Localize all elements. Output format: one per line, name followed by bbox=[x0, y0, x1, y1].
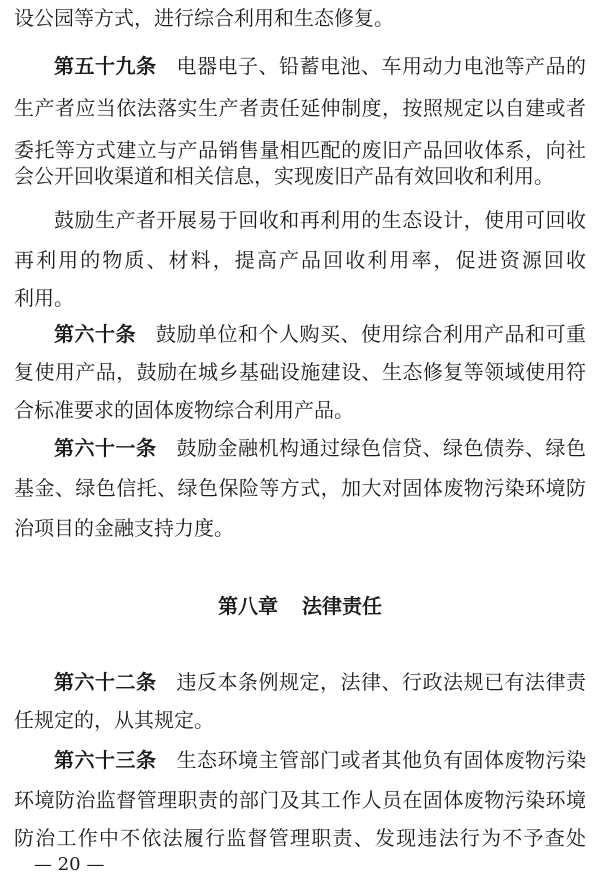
text-line: 合标准要求的固体废物综合利用产品。 bbox=[14, 398, 354, 422]
article-60-line-1 bbox=[14, 320, 586, 348]
text-line: 再利用的物质、材料，提高产品回收利用率，促进资源回收 bbox=[14, 248, 586, 272]
text-line: 利用。 bbox=[14, 286, 74, 310]
text-line: 生产者应当依法落实生产者责任延伸制度，按照规定以自建或者 bbox=[14, 96, 586, 120]
chapter-title: 法律责任 bbox=[302, 594, 382, 618]
chapter-heading bbox=[0, 592, 600, 620]
chapter-number: 第八章 bbox=[218, 594, 278, 618]
article-60-heading: 第六十条 bbox=[54, 322, 136, 346]
article-59-heading: 第五十九条 bbox=[54, 54, 157, 78]
article-62-line-1 bbox=[14, 668, 586, 696]
article-63-heading: 第六十三条 bbox=[54, 748, 157, 772]
text-line: 鼓励生产者开展易于回收和再利用的生态设计，使用可回收 bbox=[54, 208, 586, 232]
text-line: 基金、绿色信托、绿色保险等方式，加大对固体废物污染环境防 bbox=[14, 476, 586, 500]
text-span: 生态环境主管部门或者其他负有固体废物污染 bbox=[176, 748, 586, 772]
article-59-line-1 bbox=[14, 52, 586, 80]
text-span: 鼓励金融机构通过绿色信贷、绿色债券、绿色 bbox=[176, 436, 586, 460]
article-63-line-1 bbox=[14, 746, 586, 774]
text-span: 鼓励单位和个人购买、使用综合利用产品和可重 bbox=[156, 322, 586, 346]
article-62-heading: 第六十二条 bbox=[54, 670, 157, 694]
text-line: 防治工作中不依法履行监督管理职责、发现违法行为不予查处 bbox=[14, 826, 586, 850]
article-61-heading: 第六十一条 bbox=[54, 436, 157, 460]
text-span: 电器电子、铅蓄电池、车用动力电池等产品的 bbox=[176, 54, 586, 78]
text-line: 环境防治监督管理职责的部门及其工作人员在固体废物污染环境 bbox=[14, 788, 586, 812]
text-line: 设公园等方式，进行综合利用和生态修复。 bbox=[14, 6, 394, 30]
text-line: 会公开回收渠道和相关信息，实现废旧产品有效回收和利用。 bbox=[14, 164, 554, 188]
text-span: 违反本条例规定，法律、行政法规已有法律责 bbox=[176, 670, 586, 694]
text-line: 复使用产品，鼓励在城乡基础设施建设、生态修复等领域使用符 bbox=[14, 360, 586, 384]
page-number: — 20 — bbox=[34, 854, 105, 875]
article-61-line-1 bbox=[14, 434, 586, 462]
text-line: 治项目的金融支持力度。 bbox=[14, 516, 234, 540]
text-line: 委托等方式建立与产品销售量相匹配的废旧产品回收体系，向社 bbox=[14, 138, 586, 162]
text-line: 任规定的，从其规定。 bbox=[14, 708, 214, 732]
